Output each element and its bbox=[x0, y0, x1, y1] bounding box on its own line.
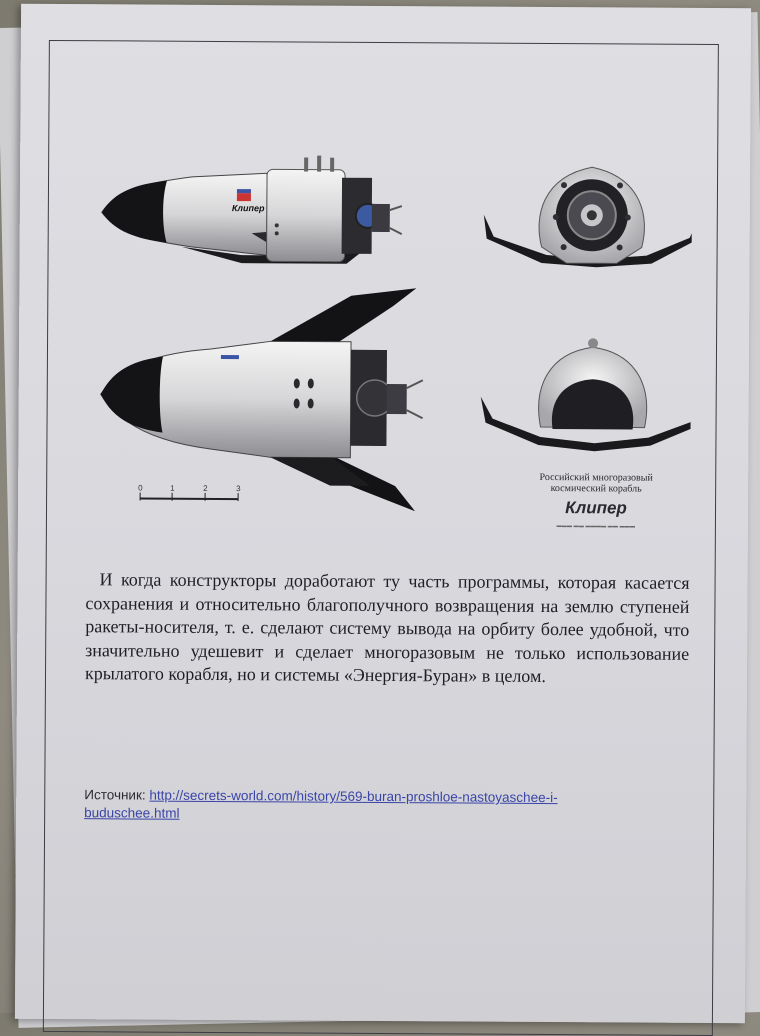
side-view bbox=[102, 154, 403, 264]
scale-bar bbox=[138, 484, 241, 502]
caption-line: Российский многоразовый bbox=[506, 472, 686, 484]
document-page bbox=[15, 4, 751, 1023]
figure-caption bbox=[506, 472, 686, 530]
source-line bbox=[84, 786, 644, 825]
scale-tick-label: 0 bbox=[138, 484, 143, 493]
rear-view bbox=[480, 338, 692, 452]
front-view bbox=[484, 167, 693, 268]
caption-title: Клипер bbox=[506, 498, 686, 519]
caption-line: космический корабль bbox=[506, 483, 686, 495]
scale-tick-label: 3 bbox=[236, 484, 241, 493]
scale-tick-label: 2 bbox=[203, 484, 208, 493]
source-label: Источник: bbox=[84, 787, 145, 802]
ship-label: Клипер bbox=[232, 203, 265, 213]
caption-fineprint: ▬▬▬ ▬▬ ▬▬▬▬ ▬▬ ▬▬▬ bbox=[506, 524, 686, 530]
source-link[interactable]: http://secrets-world.com/history/569-buran-proshloe-nastoyaschee-i-buduschee.html bbox=[84, 788, 558, 821]
body-paragraph: И когда конструкторы доработают ту часть программы, которая касается сохранения и относительно благополучного возвращения на землю ступеней ракеты-носителя, т. е. сделают систему вывода на орбиту более удобной, что значительно удешевит и сделает многоразовым не только использование крылатого корабля, но и системы «Энергия-Буран» в целом. bbox=[85, 568, 690, 689]
top-view bbox=[100, 286, 423, 511]
spacecraft-illustration bbox=[70, 64, 693, 528]
scale-tick-label: 1 bbox=[170, 484, 175, 493]
